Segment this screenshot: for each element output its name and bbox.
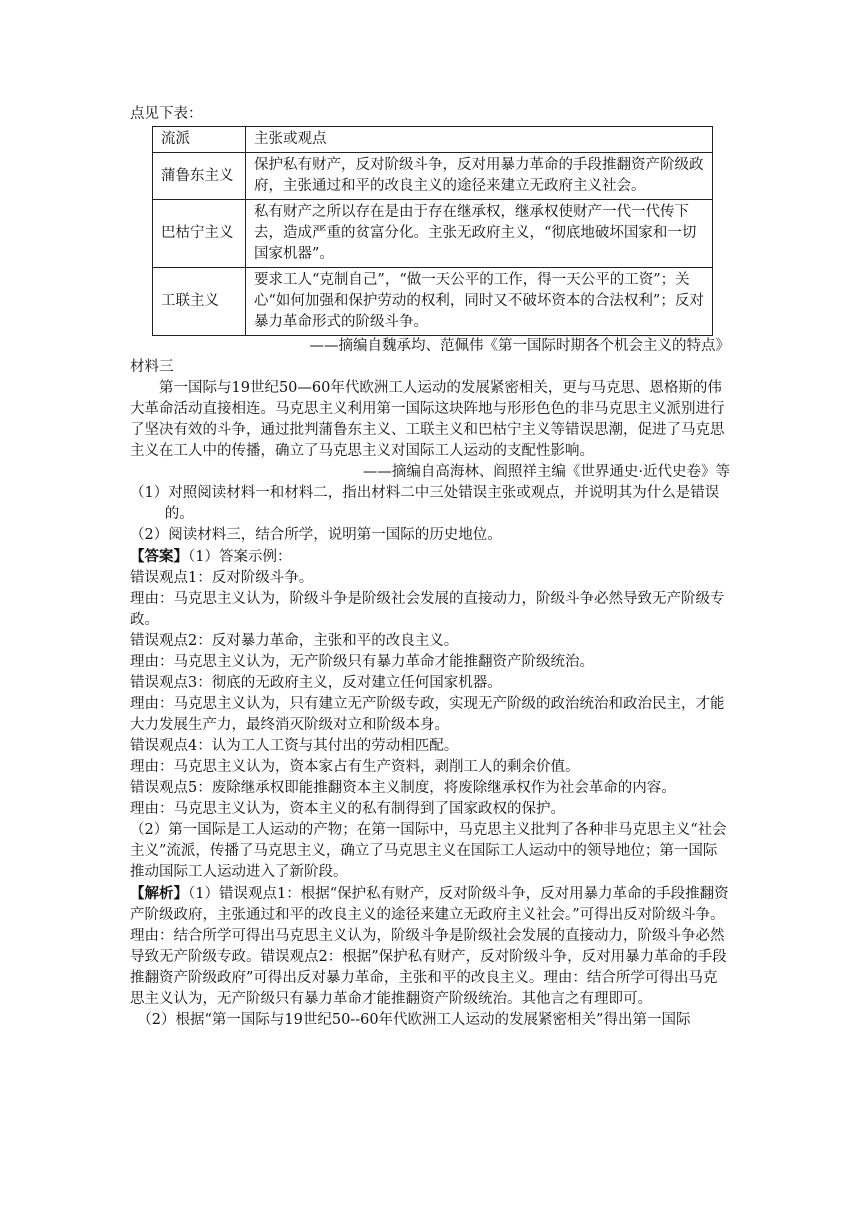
answer-intro: （1）答案示例： [188, 549, 292, 565]
analysis-2: （2）根据“第一国际与19世纪50--60年代欧洲工人运动的发展紧密相关”得出第一国际 [137, 1012, 691, 1028]
schools-table [152, 126, 713, 336]
table-header-row [153, 127, 713, 153]
analysis-1-text: （1）错误观点1：根据“保护私有财产，反对阶级斗争，反对用暴力革命的手段推翻资产阶级政府，主张通过和平的改良主义的途径来建立无政府主义社会。”可得出反对阶级斗争。理由：结合所学可得出马克思主义认为，阶级斗争是阶级社会发展的直接动力，阶级斗争必然导致无产阶级专政。错误观点2：根据”保护私有财产，反对阶级斗争，反对用暴力革命的手段推翻资产阶级政府”可得出反对暴力革命，主张和平的改良主义。理由：结合所学可得出马克思主义认为，无产阶级只有暴力革命才能推翻资产阶级统治。其他言之有理即可。 [130, 886, 729, 1007]
school-name: 工联主义 [153, 268, 246, 336]
answer-line: 理由：马克思主义认为，阶级斗争是阶级社会发展的直接动力，阶级斗争必然导致无产阶级专政。 [130, 591, 725, 628]
school-view: 保护私有财产，反对阶级斗争，反对用暴力革命的手段推翻资产阶级政府，主张通过和平的改良主义的途径来建立无政府主义社会。 [246, 153, 713, 200]
question-1: （1）对照阅读材料一和材料二，指出材料二中三处错误主张或观点，并说明其为什么是错误的。 [130, 485, 720, 522]
document-page [130, 104, 730, 1031]
intro-text: 点见下表： [130, 106, 203, 122]
answer-line: 理由：马克思主义认为，资本主义的私有制得到了国家政权的保护。 [130, 801, 565, 817]
table-row [153, 153, 713, 200]
answer-line: 错误观点4：认为工人工资与其付出的劳动相匹配。 [130, 738, 459, 754]
answer-line: 错误观点3：彻底的无政府主义，反对建立任何国家机器。 [130, 675, 502, 691]
answer-2: （2）第一国际是工人运动的产物；在第一国际中，马克思主义批判了各种非马克思主义“社会主义”流派，传播了马克思主义，确立了马克思主义在国际工人运动中的领导地位；第一国际推动国际工人运动进入了新阶段。 [130, 822, 727, 880]
answer-line: 错误观点2：反对暴力革命，主张和平的改良主义。 [130, 633, 459, 649]
answer-label: 【答案】 [130, 548, 188, 565]
header-school: 流派 [153, 127, 246, 153]
school-view: 私有财产之所以存在是由于存在继承权，继承权使财产一代一代传下去，造成严重的贫富分化。主张无政府主义，“彻底地破坏国家和一切国家机器”。 [246, 200, 713, 268]
answer-line: 理由：马克思主义认为，资本家占有生产资料，剥削工人的剩余价值。 [130, 759, 580, 775]
table-row [153, 200, 713, 268]
header-view: 主张或观点 [246, 127, 713, 153]
school-name: 巴枯宁主义 [153, 200, 246, 268]
answer-line: 错误观点1：反对阶级斗争。 [130, 570, 314, 586]
table-row [153, 268, 713, 336]
answer-line: 理由：马克思主义认为，只有建立无产阶级专政，实现无产阶级的政治统治和政治民主，才能大力发展生产力，最终消灭阶级对立和阶级本身。 [130, 696, 725, 733]
answer-heading [130, 546, 730, 568]
analysis-label: 【解析】 [130, 885, 188, 902]
answer-line: 错误观点5：废除继承权即能推翻资本主义制度，将废除继承权作为社会革命的内容。 [130, 780, 676, 796]
material-paragraph: 第一国际与19世纪50—60年代欧洲工人运动的发展紧密相关，更与马克思、恩格斯的伟大革命活动直接相连。马克思主义利用第一国际这块阵地与形形色色的非马克思主义派别进行了坚决有效的斗争，通过批判蒲鲁东主义、工联主义和巴枯宁主义等错误思潮，促进了马克思主义在工人中的传播，确立了马克思主义对国际工人运动的支配性影响。 [130, 380, 725, 459]
answer-line: 理由：马克思主义认为，无产阶级只有暴力革命才能推翻资产阶级统治。 [130, 654, 594, 670]
school-view: 要求工人“克制自己”，“做一天公平的工作，得一天公平的工资”；关心“如何加强和保护劳动的权利，同时又不破坏资本的合法权利”；反对暴力革命形式的阶级斗争。 [246, 268, 713, 336]
school-name: 蒲鲁东主义 [153, 153, 246, 200]
analysis-1 [130, 883, 730, 1010]
source-citation: ——摘编自高海林、阎照祥主编《世界通史·近代史卷》等 [362, 464, 730, 480]
question-2: （2）阅读材料三，结合所学，说明第一国际的历史地位。 [130, 527, 502, 543]
material-heading: 材料三 [130, 359, 174, 375]
source-citation: ——摘编自魏承均、范佩伟《第一国际时期各个机会主义的特点》 [309, 338, 730, 354]
